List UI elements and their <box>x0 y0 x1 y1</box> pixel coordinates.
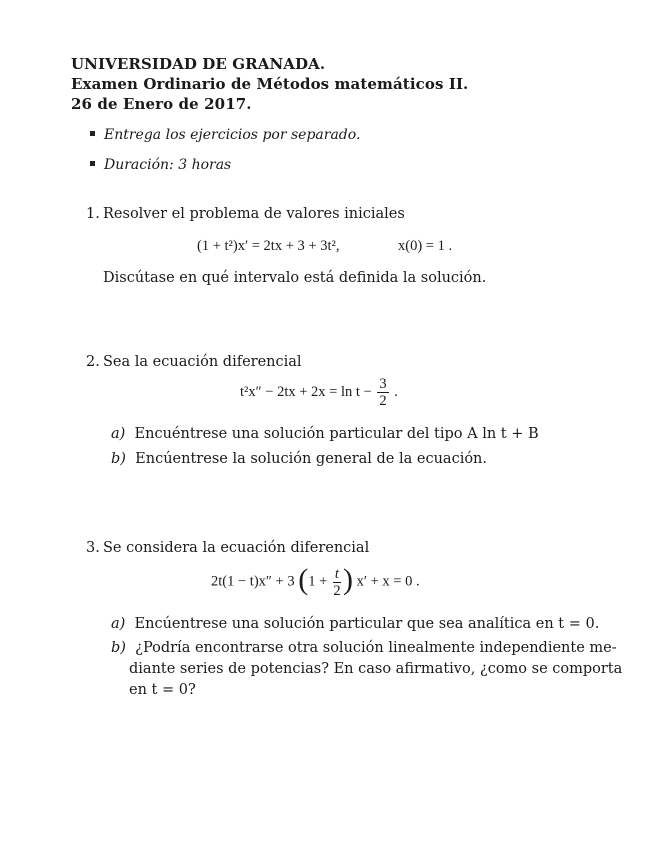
problem-3-part-b: b) ¿Podría encontrarse otra solución linealmente independiente me- <box>111 640 617 656</box>
problem-3-statement: Se considera la ecuación diferencial <box>103 540 370 556</box>
fraction: $\frac{3}{2}$ <box>379 376 387 409</box>
bullet-square-icon <box>90 161 95 166</box>
problem-1-number: 1. <box>86 206 100 222</box>
instruction-item: Entrega los ejercicios por separado. <box>90 127 360 143</box>
problem-1-condition: x(0) = 1 . <box>398 238 453 254</box>
problem-3-part-b-line-2: diante series de potencias? En caso afirmativo, ¿como se comporta <box>129 661 623 677</box>
problem-2-part-b: b) Encúentrese la solución general de la ecuación. <box>111 451 488 467</box>
instruction-item: Duración: 3 horas <box>90 157 231 173</box>
problem-2-equation: t²x″ − 2tx + 2x = ln t − $\frac{3}{2}$ . <box>240 376 398 409</box>
problem-1-note: Discútase en qué intervalo está definida la solución. <box>103 270 487 286</box>
exam-title: Examen Ordinario de Métodos matemáticos II. <box>71 75 469 93</box>
problem-3-equation: 2t(1 − t)x″ + 3 (1 + $\frac{t}{2}$ ) x′ + x = 0 . <box>211 563 420 599</box>
problem-2-statement: Sea la ecuación diferencial <box>103 354 302 370</box>
university-title: UNIVERSIDAD DE GRANADA. <box>71 55 326 73</box>
bullet-square-icon <box>90 131 95 136</box>
exam-date: 26 de Enero de 2017. <box>71 95 252 113</box>
problem-1-equation: (1 + t²)x′ = 2tx + 3 + 3t², <box>197 238 340 254</box>
problem-1-statement: Resolver el problema de valores iniciales <box>103 206 405 222</box>
problem-3-part-a: a) Encúentrese una solución particular que sea analítica en t = 0. <box>111 616 600 632</box>
problem-2-part-a: a) Encuéntrese una solución particular del tipo A ln t + B <box>111 426 539 442</box>
problem-3-part-b-line-3: en t = 0? <box>129 682 196 698</box>
fraction: $\frac{t}{2}$ <box>333 565 341 599</box>
problem-2-number: 2. <box>86 354 100 370</box>
problem-3-number: 3. <box>86 540 100 556</box>
